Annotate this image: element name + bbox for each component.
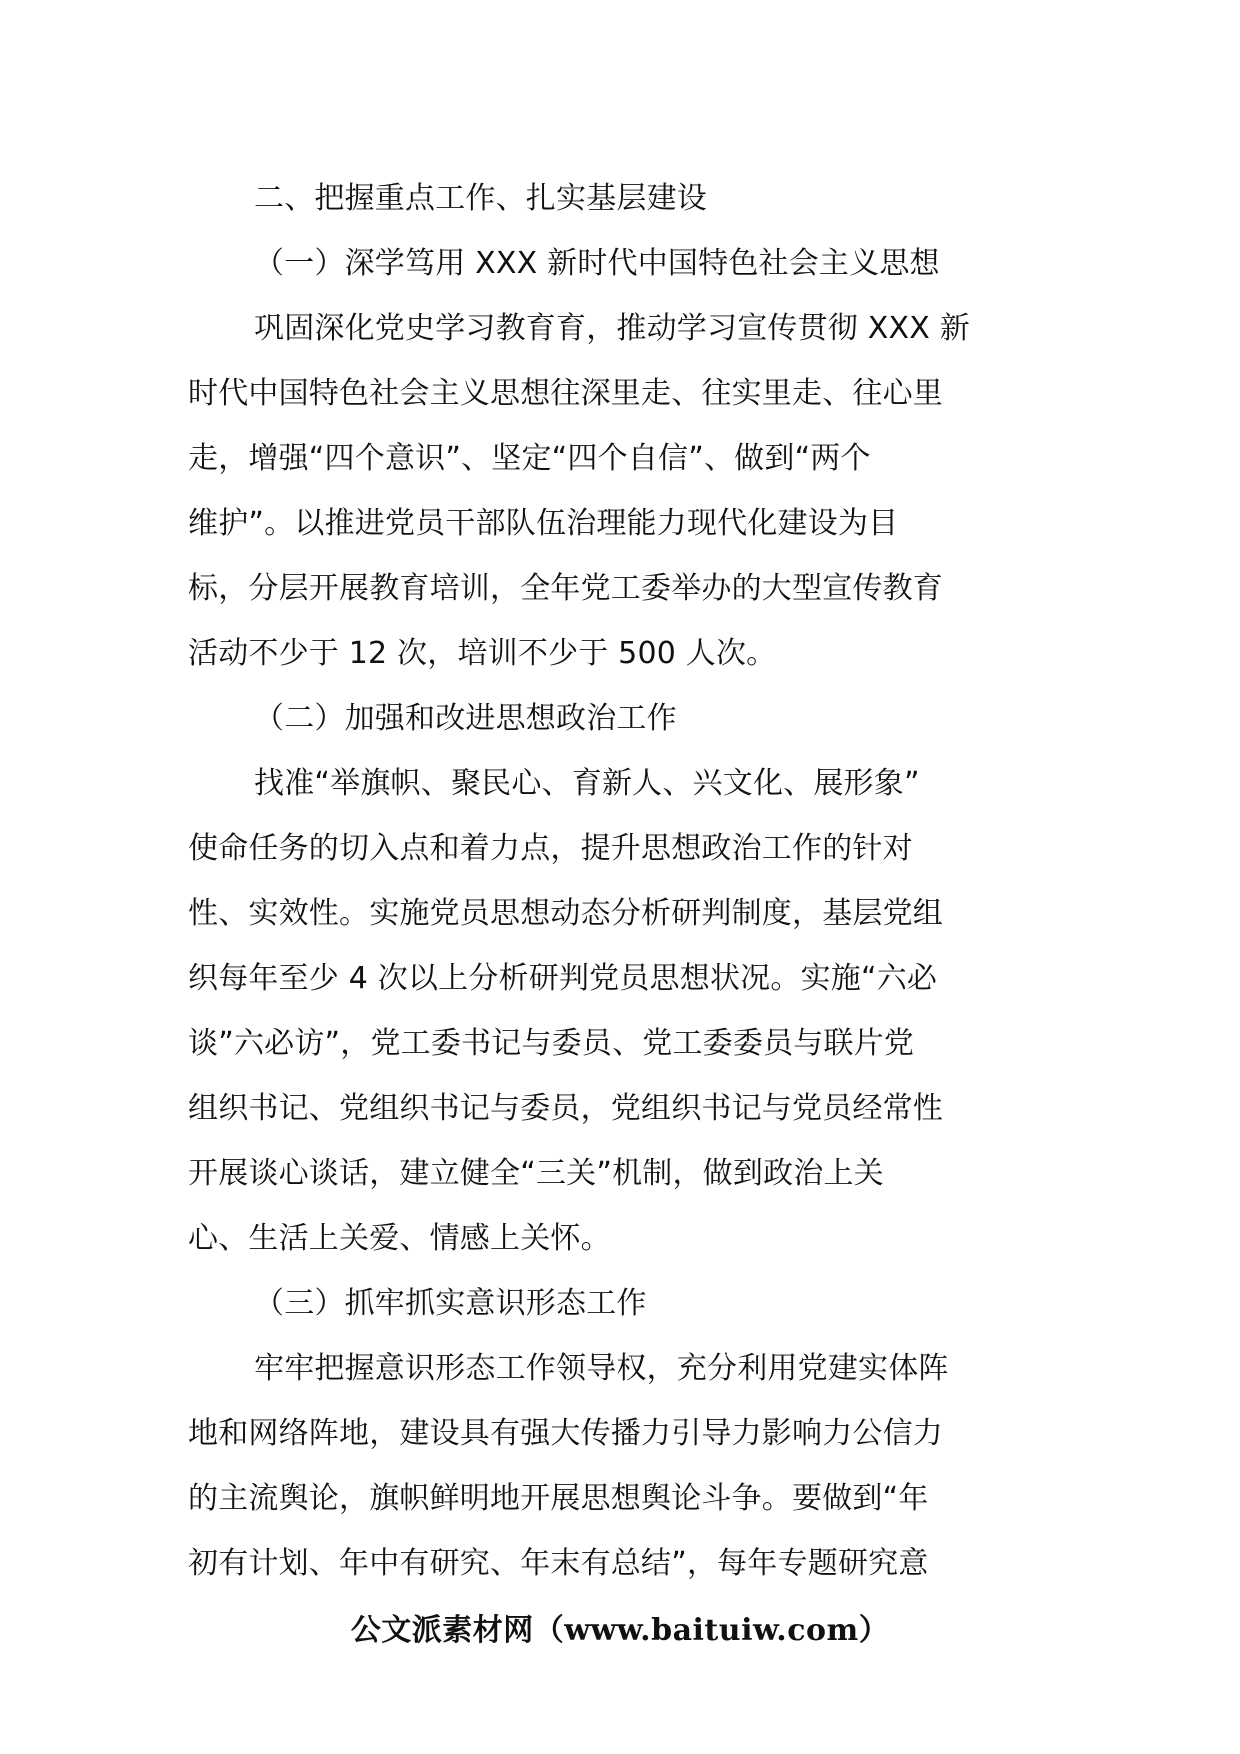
paragraph-line: 开展谈心谈话，建立健全“三关”机制，做到政治上关 bbox=[188, 1156, 884, 1191]
subsection-heading-2: （二）加强和改进思想政治工作 bbox=[254, 701, 677, 736]
paragraph-line: 维护”。以推进党员干部队伍治理能力现代化建设为目 bbox=[188, 506, 899, 541]
paragraph-line: 活动不少于 12 次，培训不少于 500 人次。 bbox=[188, 636, 777, 671]
paragraph-line: 组织书记、党组织书记与委员，党组织书记与党员经常性 bbox=[188, 1091, 943, 1126]
paragraph-line: 时代中国特色社会主义思想往深里走、往实里走、往心里 bbox=[188, 376, 943, 411]
paragraph-line: 性、实效性。实施党员思想动态分析研判制度，基层党组 bbox=[188, 896, 943, 931]
paragraph-line: 走，增强“四个意识”、坚定“四个自信”、做到“两个 bbox=[188, 441, 871, 476]
paragraph-line: 心、生活上关爱、情感上关怀。 bbox=[188, 1221, 611, 1256]
subsection-heading-1: （一）深学笃用 XXX 新时代中国特色社会主义思想 bbox=[254, 246, 940, 281]
document-body bbox=[188, 166, 1060, 1596]
footer-watermark: 公文派素材网（www.baituiw.com） bbox=[350, 1613, 890, 1648]
paragraph-line: 标，分层开展教育培训，全年党工委举办的大型宣传教育 bbox=[188, 571, 943, 606]
paragraph-line: 的主流舆论，旗帜鲜明地开展思想舆论斗争。要做到“年 bbox=[188, 1481, 929, 1516]
paragraph-line: 初有计划、年中有研究、年末有总结”，每年专题研究意 bbox=[188, 1546, 929, 1581]
paragraph-line: 巩固深化党史学习教育育，推动学习宣传贯彻 XXX 新 bbox=[254, 311, 970, 346]
paragraph-line: 地和网络阵地，建设具有强大传播力引导力影响力公信力 bbox=[188, 1416, 943, 1451]
paragraph-line: 牢牢把握意识形态工作领导权，充分利用党建实体阵 bbox=[254, 1351, 949, 1386]
paragraph-line: 谈”六必访”，党工委书记与委员、党工委委员与联片党 bbox=[188, 1026, 915, 1061]
paragraph-line: 找准“举旗帜、聚民心、育新人、兴文化、展形象” bbox=[254, 766, 920, 801]
subsection-heading-3: （三）抓牢抓实意识形态工作 bbox=[254, 1286, 647, 1321]
paragraph-line: 使命任务的切入点和着力点，提升思想政治工作的针对 bbox=[188, 831, 913, 866]
section-heading: 二、把握重点工作、扎实基层建设 bbox=[254, 181, 707, 216]
paragraph-line: 织每年至少 4 次以上分析研判党员思想状况。实施“六必 bbox=[188, 961, 938, 996]
